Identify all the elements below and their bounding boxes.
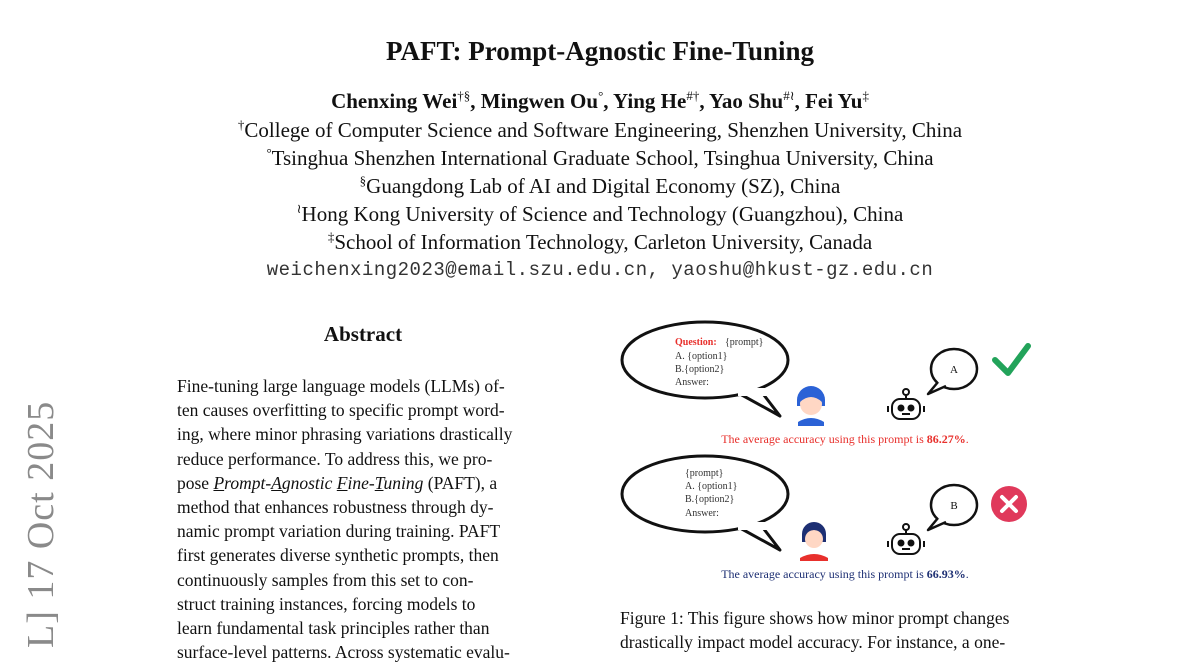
user-icon [800,522,828,561]
robot-icon [888,389,924,419]
author-list: Chenxing Wei†§, Mingwen Ou°, Ying He#†, Yao Shu#≀, Fei Yu‡ [331,88,869,113]
answer-label: Answer: [685,508,719,519]
abstract-line: reduce performance. To address this, we pro- [177,448,493,469]
answer-label: Answer: [675,377,709,388]
abstract-line: ing, where minor phrasing variations drastically [177,424,513,445]
affiliation: °Tsinghua Shenzhen International Graduate School, Tsinghua University, China [266,145,934,170]
abstract-line: method that enhances robustness through dy- [177,497,494,518]
abstract-line: surface-level patterns. Across systematic evalu- [177,642,510,663]
abstract-line: ten causes overfitting to specific prompt word- [177,400,505,421]
author-name: Yao Shu [709,89,784,113]
option-b: B.{option2} [675,364,725,375]
question-label: Question: [675,337,717,348]
affiliation: ≀Hong Kong University of Science and Technology (Guangzhou), China [296,201,904,226]
accuracy-line-2: The average accuracy using this prompt is 66.93%. [721,567,969,581]
figure-1 [620,318,1070,588]
user-icon [797,386,825,426]
abstract-heading: Abstract [323,322,403,346]
affiliation: †College of Computer Science and Software Engineering, Shenzhen University, China [237,117,963,142]
author-name: Ying He [613,89,687,113]
abstract-line: Fine-tuning large language models (LLMs) of- [177,376,505,396]
option-b: B.{option2} [685,494,735,505]
answer-b: B [950,500,958,512]
abstract-line: learn fundamental task principles rather than [177,618,490,639]
author-emails[interactable]: weichenxing2023@email.szu.edu.cn, yaoshu@hkust-gz.edu.cn [266,259,934,281]
abstract-line: pose Prompt-Agnostic Fine-Tuning (PAFT), a [177,472,498,493]
figure-caption: Figure 1: This figure shows how minor prompt changes drastically impact model accuracy. For instance, a one- [620,608,1010,652]
arxiv-side-stamp: L] 17 Oct 2025 [20,400,62,648]
option-a: A. {option1} [675,351,728,362]
robot-icon [888,524,924,554]
abstract-line: continuously samples from this set to con- [177,569,474,590]
author-name: Chenxing Wei [331,89,458,113]
accuracy-line-1: The average accuracy using this prompt is 86.27%. [721,432,969,446]
answer-a: A [950,364,958,376]
author-name: Mingwen Ou [480,89,599,113]
prompt-placeholder: {prompt} [685,468,724,479]
abstract-body [177,374,550,664]
paper-title: PAFT: Prompt-Agnostic Fine-Tuning [385,36,815,66]
abstract-line: namic prompt variation during training. PAFT [177,521,501,542]
affiliation: ‡School of Information Technology, Carleton University, Canada [327,229,873,254]
author-name: Fei Yu [805,89,863,113]
abstract-line: first generates diverse synthetic prompts, then [177,545,499,566]
option-a: A. {option1} [685,481,738,492]
cross-icon [991,486,1027,522]
checkmark-icon [995,346,1028,373]
prompt-placeholder: {prompt} [725,337,764,348]
affiliation: §Guangdong Lab of AI and Digital Economy (SZ), China [359,173,841,198]
abstract-line: struct training instances, forcing models to [177,593,476,614]
